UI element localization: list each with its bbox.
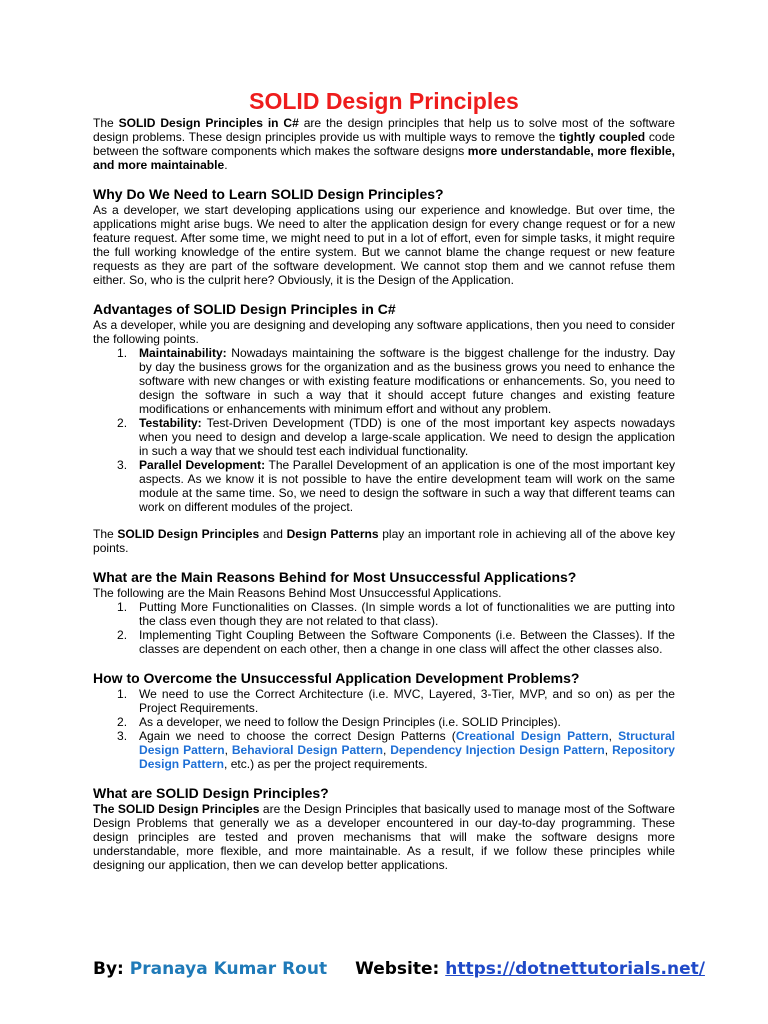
author-name: Pranaya Kumar Rout <box>129 959 328 979</box>
list-item: 3. Again we need to choose the correct Design Patterns (Creational Design Pattern, Structural Design Pattern, Behavioral Design Pattern, Dependency Injection Design Pattern, Repository Design Pattern, etc.) as per the project requirements. <box>117 729 676 771</box>
list-item: 1. Maintainability: Nowadays maintaining the software is the biggest challenge for the industry. Day by day the business grows for the organization and as the business grows you need to enhance the software with new changes or with existing feature modifications or enhancements. So, you need to design the software in such a way that it should accept future changes and existing feature modifications or enhancements with minimum effort and without any problem. <box>117 346 675 416</box>
website-link[interactable]: https://dotnettutorials.net/ <box>445 959 705 979</box>
heading-advantages: Advantages of SOLID Design Principles in C# <box>93 301 396 317</box>
website-label: Website: <box>355 959 440 979</box>
page-title: SOLID Design Principles <box>249 88 519 114</box>
intro-bold-qualities: more understandable, more flexible, and more maintainable <box>93 144 675 172</box>
list-item: 1. We need to use the Correct Architecture (i.e. MVC, Layered, 3-Tier, MVP, and so on) as per the Project Requirements. <box>117 687 675 715</box>
list-item: 2. As a developer, we need to follow the Design Principles (i.e. SOLID Principles). <box>117 715 561 729</box>
list-item-label: Maintainability: <box>139 346 227 360</box>
list-item: 1. Putting More Functionalities on Classes. (In simple words a lot of functionalities we are putting into the class even though they are not related to that class). <box>117 600 675 628</box>
document-content <box>93 88 675 872</box>
reasons-intro: The following are the Main Reasons Behind Most Unsuccessful Applications. <box>93 586 502 600</box>
heading-overcome-problems: How to Overcome the Unsuccessful Application Development Problems? <box>93 670 580 686</box>
dependency-injection-pattern-link[interactable]: Dependency Injection Design Pattern <box>390 743 605 757</box>
heading-why-learn: Why Do We Need to Learn SOLID Design Principles? <box>93 186 444 202</box>
intro-bold-tightly-coupled: tightly coupled <box>559 130 646 144</box>
intro-paragraph: The SOLID Design Principles in C# are the design principles that help us to solve most of the software design problems. These design principles provide us with multiple ways to remove the tightly coupled code between the software components which makes the software designs more understandable, more flexible, and more maintainable. <box>93 116 675 172</box>
list-item-label: Parallel Development: <box>139 458 266 472</box>
intro-bold-solid-csharp: SOLID Design Principles in C# <box>118 116 299 130</box>
advantages-intro: As a developer, while you are designing and developing any software applications, then you need to consider the following points. <box>93 318 675 346</box>
creational-pattern-link[interactable]: Creational Design Pattern <box>455 729 609 743</box>
reasons-list <box>93 600 675 656</box>
heading-what-are-solid: What are SOLID Design Principles? <box>93 785 329 801</box>
list-item-label: Testability: <box>139 416 202 430</box>
overcome-list <box>93 687 675 771</box>
what-are-solid-paragraph: The SOLID Design Principles are the Design Principles that basically used to manage most of the Software Design Problems that generally we as a developer encountered in our day-to-day programming. These design principles are tested and proven mechanisms that will make the software designs more understandable, more flexible, and more maintainable. As a result, if we follow these principles while designing our application, then we can develop better applications. <box>93 802 675 872</box>
behavioral-pattern-link[interactable]: Behavioral Design Pattern <box>231 743 383 757</box>
footer-byline <box>93 958 713 980</box>
list-item: 2. Testability: Test-Driven Development (TDD) is one of the most important key aspects nowadays when you need to design and develop a large-scale application. We need to design the application in such a way that we should test each individual functionality. <box>117 416 675 458</box>
heading-unsuccessful-reasons: What are the Main Reasons Behind for Most Unsuccessful Applications? <box>93 569 577 585</box>
why-learn-paragraph: As a developer, we start developing applications using our experience and knowledge. But over time, the applications might arise bugs. We need to alter the application design for every change request or for a new feature request. After some time, we might need to put in a lot of effort, even for simple tasks, it might require the full working knowledge of the entire system. But we cannot blame the change request or new feature requests as they are part of the software development. We cannot stop them and we cannot refuse them either. So, who is the culprit here? Obviously, it is the Design of the Application. <box>93 203 675 287</box>
advantages-closing: The SOLID Design Principles and Design Patterns play an important role in achieving all of the above key points. <box>93 527 675 555</box>
repository-pattern-link[interactable]: Repository Design Pattern <box>139 743 675 771</box>
by-label: By: <box>93 959 124 979</box>
advantages-list <box>93 346 675 514</box>
list-item: 3. Parallel Development: The Parallel Development of an application is one of the most important key aspects. As we know it is not possible to have the entire development team will work on the same module at the same time. So, we need to design the software in such a way that different teams can work on different modules of the project. <box>117 458 676 514</box>
list-item: 2. Implementing Tight Coupling Between the Software Components (i.e. Between the Classes). If the classes are dependent on each other, then a change in one class will affect the other classes also. <box>117 628 675 656</box>
structural-pattern-link[interactable]: Structural Design Pattern <box>139 729 676 757</box>
